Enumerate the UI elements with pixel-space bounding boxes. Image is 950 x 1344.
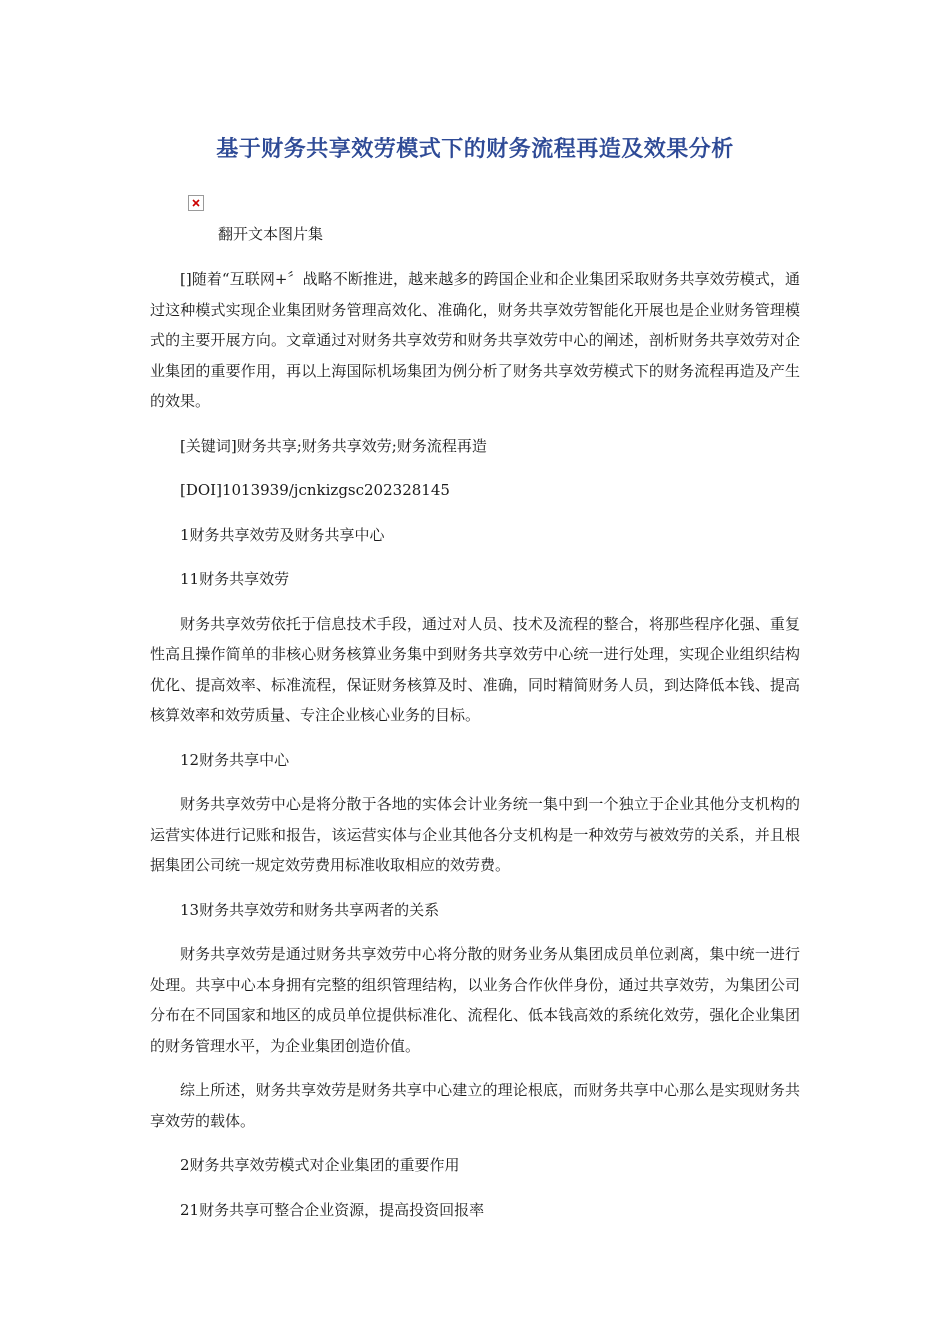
subsection-heading-1-1: 11财务共享效劳 bbox=[180, 570, 290, 588]
subsection-heading-1-3: 13财务共享效劳和财务共享两者的关系 bbox=[180, 900, 440, 919]
subsection-heading-1-2: 12财务共享中心 bbox=[180, 750, 290, 769]
image-caption[interactable]: 翻开文本图片集 bbox=[218, 225, 324, 243]
abstract-paragraph: []随着“互联网+〞战略不断推进，越来越多的跨国企业和企业集团采取财务共享效劳模式，通过这种模式实现企业集团财务管理高效化、准确化，财务共享效劳智能化开展也是企业财务管理模式的主要开展方向。文章通过对财务共享效劳和财务共享效劳中心的阐述，剖析财务共享效劳对企业集团的重要作用，再以上海国际机场集团为例分析了财务共享效劳模式下的财务流程再造及产生的效果。 bbox=[150, 270, 800, 410]
close-icon bbox=[192, 199, 200, 207]
doi-line: [DOI]1013939/jcnkizgsc202328145 bbox=[180, 481, 450, 499]
paragraph-1-3: 财务共享效劳是通过财务共享效劳中心将分散的财务业务从集团成员单位剥离，集中统一进行处理。共享中心本身拥有完整的组织管理结构，以业务合作伙伴身份，通过共享效劳，为集团公司分布在不同国家和地区的成员单位提供标准化、流程化、低本钱高效的系统化效劳，强化企业集团的财务管理水平，为企业集团创造价值。 bbox=[150, 945, 800, 1055]
document-body bbox=[150, 264, 800, 1239]
subsection-heading-2-1: 21财务共享可整合企业资源，提高投资回报率 bbox=[180, 1200, 485, 1219]
keywords-line: [关键词]财务共享;财务共享效劳;财务流程再造 bbox=[180, 436, 487, 455]
summary-paragraph: 综上所述，财务共享效劳是财务共享中心建立的理论根底，而财务共享中心那么是实现财务共享效劳的载体。 bbox=[150, 1081, 800, 1130]
paragraph-1-2: 财务共享效劳中心是将分散于各地的实体会计业务统一集中到一个独立于企业其他分支机构的运营实体进行记账和报告，该运营实体与企业其他各分支机构是一种效劳与被效劳的关系，并且根据集团公司统一规定效劳费用标准收取相应的效劳费。 bbox=[150, 795, 800, 874]
section-heading-1: 1财务共享效劳及财务共享中心 bbox=[180, 525, 385, 544]
broken-image-icon[interactable] bbox=[188, 195, 204, 211]
paragraph-1-1: 财务共享效劳依托于信息技术手段，通过对人员、技术及流程的整合，将那些程序化强、重复性高且操作简单的非核心财务核算业务集中到财务共享效劳中心统一进行处理，实现企业组织结构优化、提高效率、标准流程，保证财务核算及时、准确，同时精简财务人员，到达降低本钱、提高核算效率和效劳质量、专注企业核心业务的目标。 bbox=[150, 614, 800, 724]
document-title: 基于财务共享效劳模式下的财务流程再造及效果分析 bbox=[216, 137, 734, 162]
section-heading-2: 2财务共享效劳模式对企业集团的重要作用 bbox=[180, 1156, 460, 1174]
